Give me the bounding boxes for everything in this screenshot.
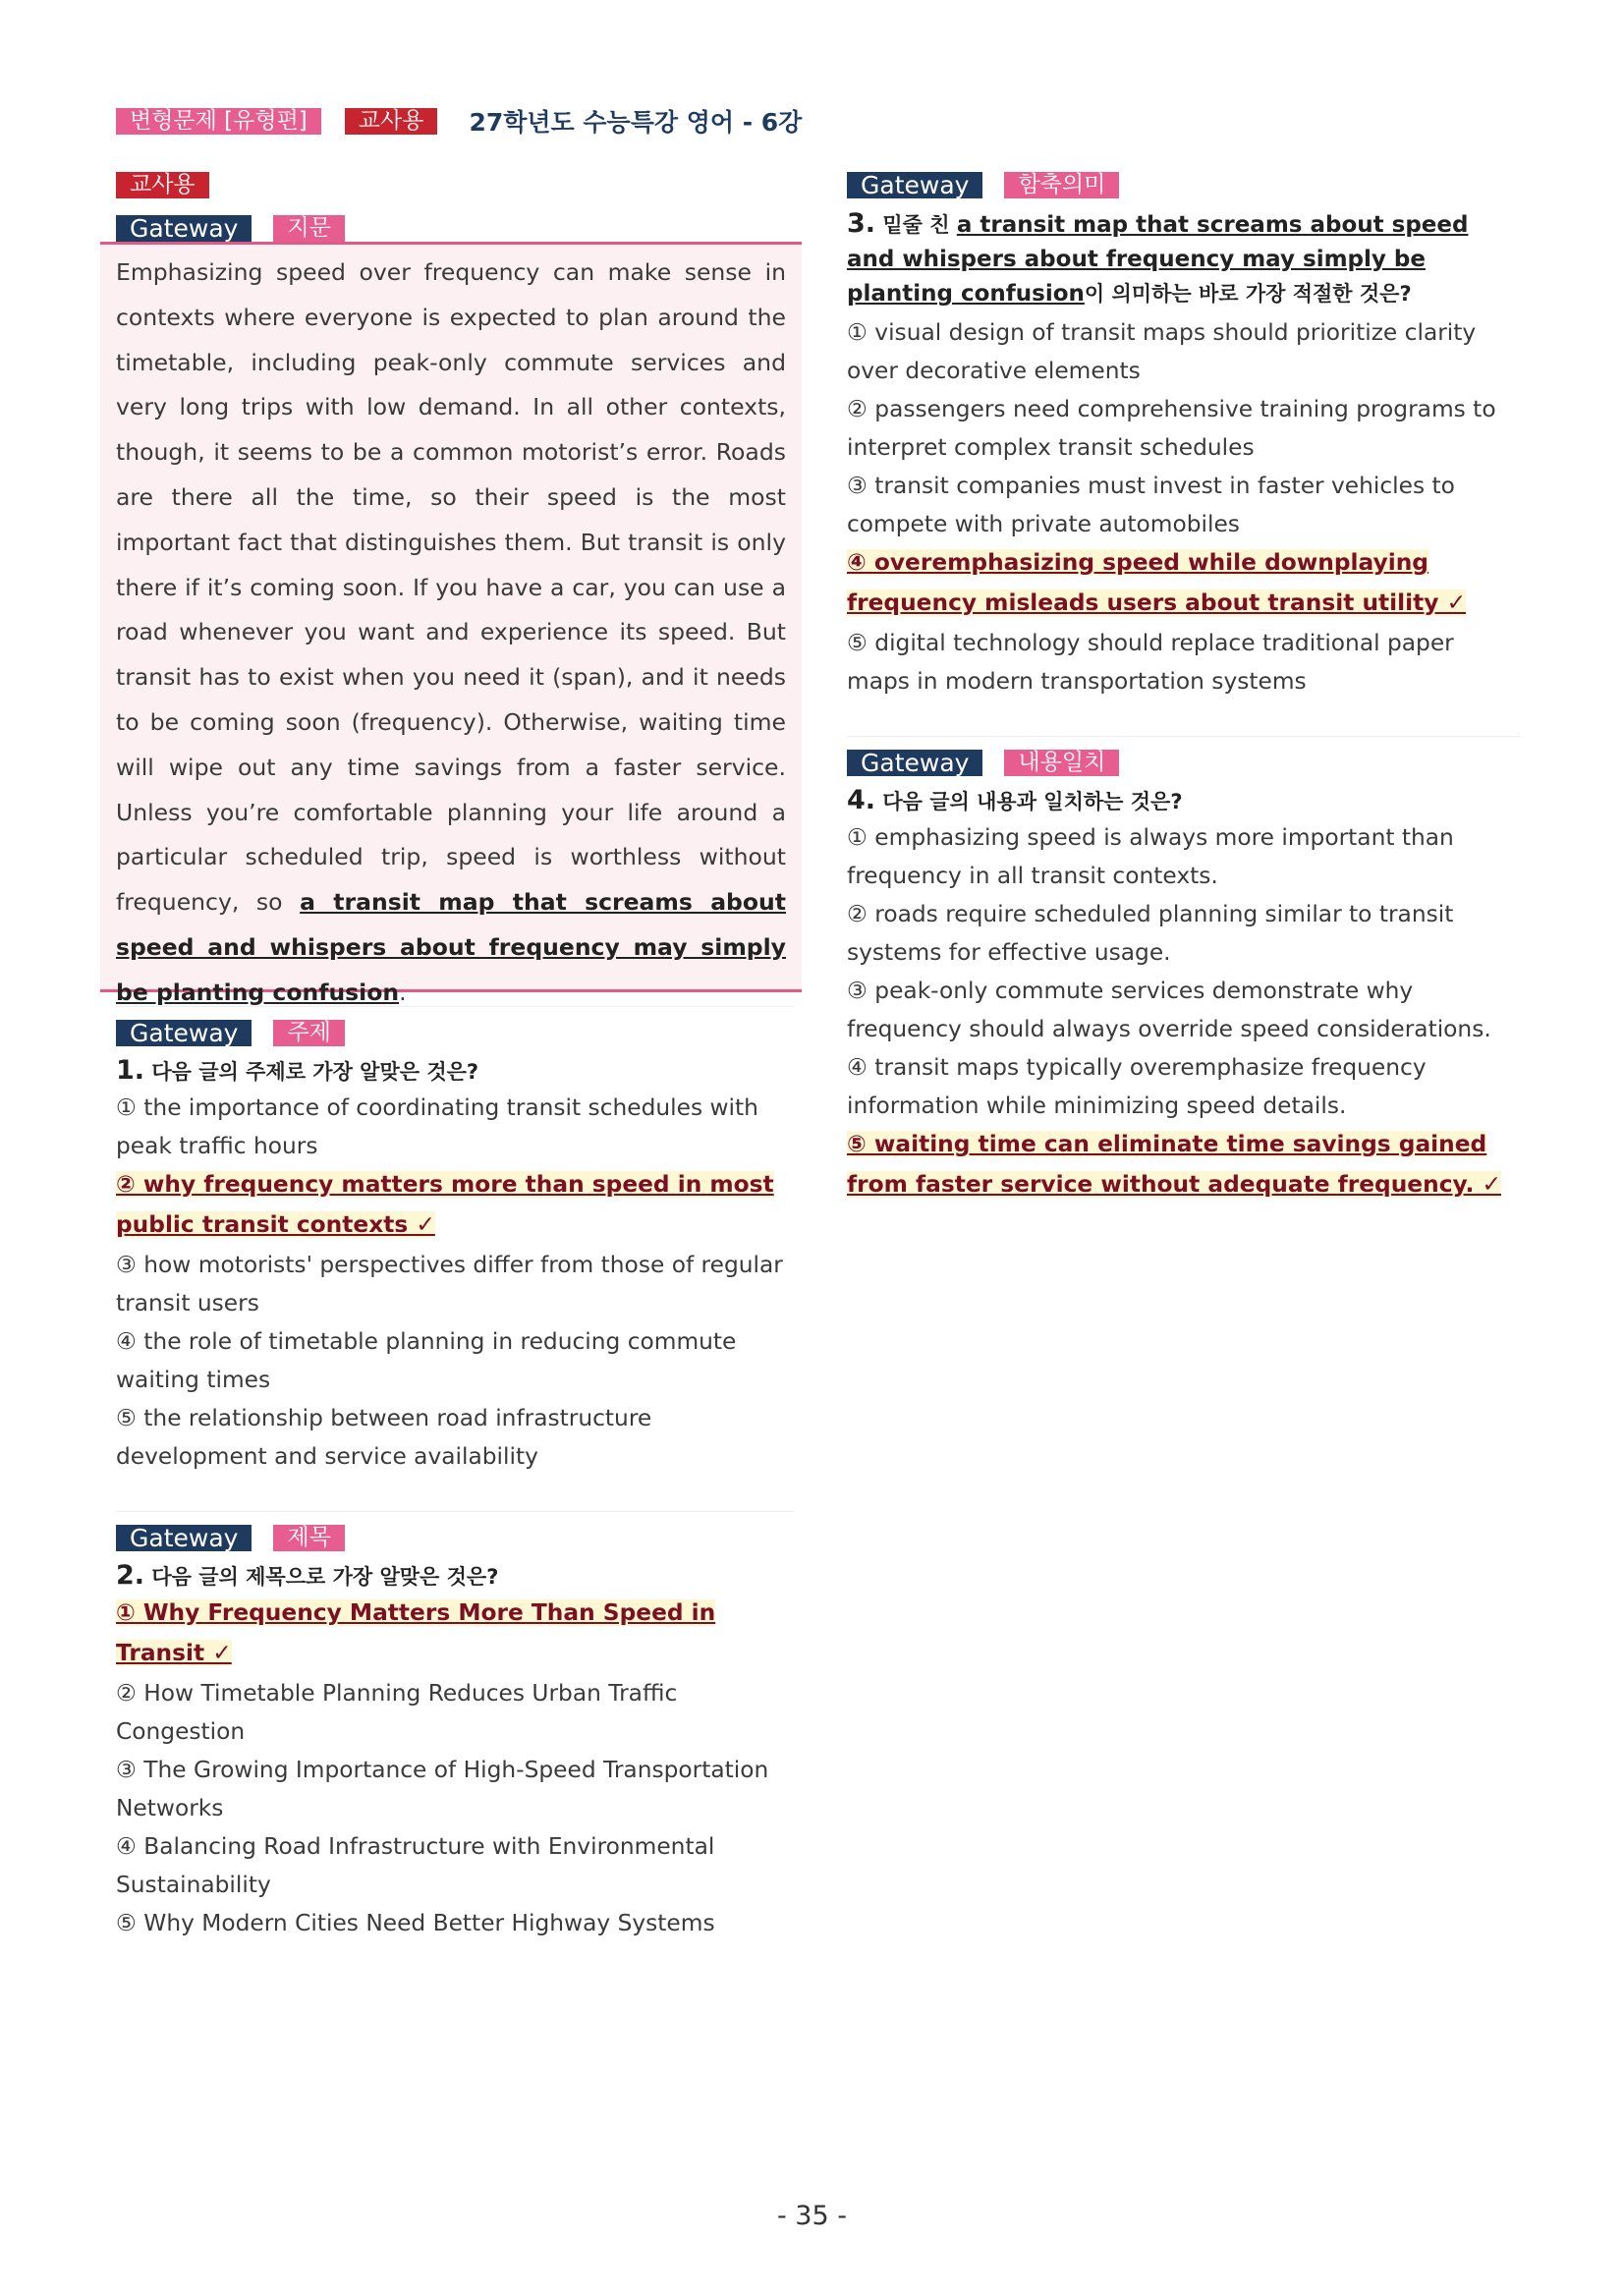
question-prompt <box>847 786 1521 816</box>
passage-underlined-phrase: a transit map that screams about speed and whispers about frequency may simply be planting confusion <box>116 888 786 1006</box>
option-4: ④ Balancing Road Infrastructure with Environmental Sustainability <box>116 1833 715 1898</box>
option-2: ② How Timetable Planning Reduces Urban Traffic Congestion <box>116 1680 678 1745</box>
passage-text <box>116 251 786 1016</box>
question-type-tag: 주제 <box>273 1020 344 1046</box>
question-prompt <box>116 1561 794 1592</box>
page-number: - 35 - <box>776 2201 847 2231</box>
option-5-correct: ⑤ waiting time can eliminate time savings gained from faster service without adequate frequency. ✓ <box>847 1131 1502 1198</box>
option-1-correct: ① Why Frequency Matters More Than Speed in Transit ✓ <box>116 1599 716 1666</box>
gateway-tag: Gateway <box>847 750 982 776</box>
gateway-tag: Gateway <box>116 215 252 242</box>
question-4 <box>847 749 1521 1205</box>
page-header <box>116 106 802 136</box>
option-1: ① visual design of transit maps should prioritize clarity over decorative elements <box>847 319 1477 384</box>
right-column-questions <box>847 171 1521 1205</box>
option-2-correct: ② why frequency matters more than speed in most public transit contexts ✓ <box>116 1171 774 1238</box>
option-5: ⑤ the relationship between road infrastructure development and service availability <box>116 1405 652 1470</box>
option-3: ③ peak-only commute services demonstrate why frequency should always override speed considerations. <box>847 978 1491 1042</box>
option-3: ③ transit companies must invest in faster vehicles to compete with private automobiles <box>847 473 1455 537</box>
question-text: 다음 글의 내용과 일치하는 것은? <box>882 790 1183 813</box>
question-text: 다음 글의 주제로 가장 알맞은 것은? <box>151 1060 479 1084</box>
passage-body: Emphasizing speed over frequency can make sense in contexts where everyone is expected to plan around the timetable, including peak-only commute services and very long trips with low demand. In all other contexts, though, it seems to be a common motorist’s error. Roads are there all the time, so their speed is the most important fact that distinguishes them. But transit is only there if it’s coming soon. If you have a car, you can use a road whenever you want and experience its speed. But transit has to exist when you need it (span), and it needs to be coming soon (frequency). Otherwise, waiting time will wipe out any time savings from a faster service. Unless you’re comfortable planning your life around a particular scheduled trip, speed is worthless without frequency, so <box>116 258 786 917</box>
question-3 <box>847 171 1521 700</box>
option-4: ④ transit maps typically overemphasize frequency information while minimizing speed details. <box>847 1054 1427 1119</box>
option-list <box>116 1594 794 1942</box>
question-number: 3. <box>847 208 876 239</box>
question-prompt <box>847 206 1521 311</box>
question-number: 4. <box>847 785 876 815</box>
question-prompt <box>116 1056 794 1087</box>
question-2 <box>116 1524 794 1942</box>
category-tag: 변형문제 [유형편] <box>116 108 321 135</box>
option-list <box>847 313 1521 700</box>
option-2: ② passengers need comprehensive training programs to interpret complex transit schedules <box>847 396 1496 461</box>
passage-ending: . <box>399 978 407 1006</box>
option-1: ① the importance of coordinating transit schedules with peak traffic hours <box>116 1094 758 1159</box>
question-text-end: 이 의미하는 바로 가장 적절한 것은? <box>1084 282 1412 306</box>
option-4: ④ the role of timetable planning in reducing commute waiting times <box>116 1328 737 1393</box>
question-number: 1. <box>116 1055 145 1086</box>
question-type-tag: 함축의미 <box>1004 172 1119 198</box>
passage-box <box>100 242 802 1006</box>
question-1 <box>116 1019 794 1476</box>
option-5: ⑤ Why Modern Cities Need Better Highway Systems <box>116 1910 715 1936</box>
gateway-tag: Gateway <box>116 1020 252 1046</box>
passage-audience-tag: 교사용 <box>116 172 209 198</box>
option-4-correct: ④ overemphasizing speed while downplaying frequency misleads users about transit utility ✓ <box>847 549 1467 616</box>
question-type-tag: 내용일치 <box>1004 750 1119 776</box>
option-2: ② roads require scheduled planning similar to transit systems for effective usage. <box>847 901 1454 966</box>
question-number: 2. <box>116 1560 145 1591</box>
question-underlined-phrase: a transit map that screams about speed and whispers about frequency may simply be planting confusion <box>847 212 1469 307</box>
option-3: ③ how motorists' perspectives differ from those of regular transit users <box>116 1252 783 1316</box>
audience-tag: 교사용 <box>345 108 438 135</box>
question-text: 다음 글의 제목으로 가장 알맞은 것은? <box>151 1565 499 1589</box>
question-text: 밑줄 친 <box>882 213 957 237</box>
option-list <box>847 818 1521 1205</box>
question-type-tag: 제목 <box>273 1525 344 1551</box>
option-5: ⑤ digital technology should replace traditional paper maps in modern transportation systems <box>847 630 1454 695</box>
passage-type-tag: 지문 <box>273 215 344 242</box>
option-list <box>116 1089 794 1476</box>
option-1: ① emphasizing speed is always more important than frequency in all transit contexts. <box>847 824 1454 889</box>
gateway-tag: Gateway <box>116 1525 252 1551</box>
document-title: 27학년도 수능특강 영어 - 6강 <box>469 108 803 137</box>
option-3: ③ The Growing Importance of High-Speed Transportation Networks <box>116 1757 769 1821</box>
passage-section-tags <box>116 171 345 242</box>
gateway-tag: Gateway <box>847 172 982 198</box>
left-column-questions <box>116 1006 794 1942</box>
